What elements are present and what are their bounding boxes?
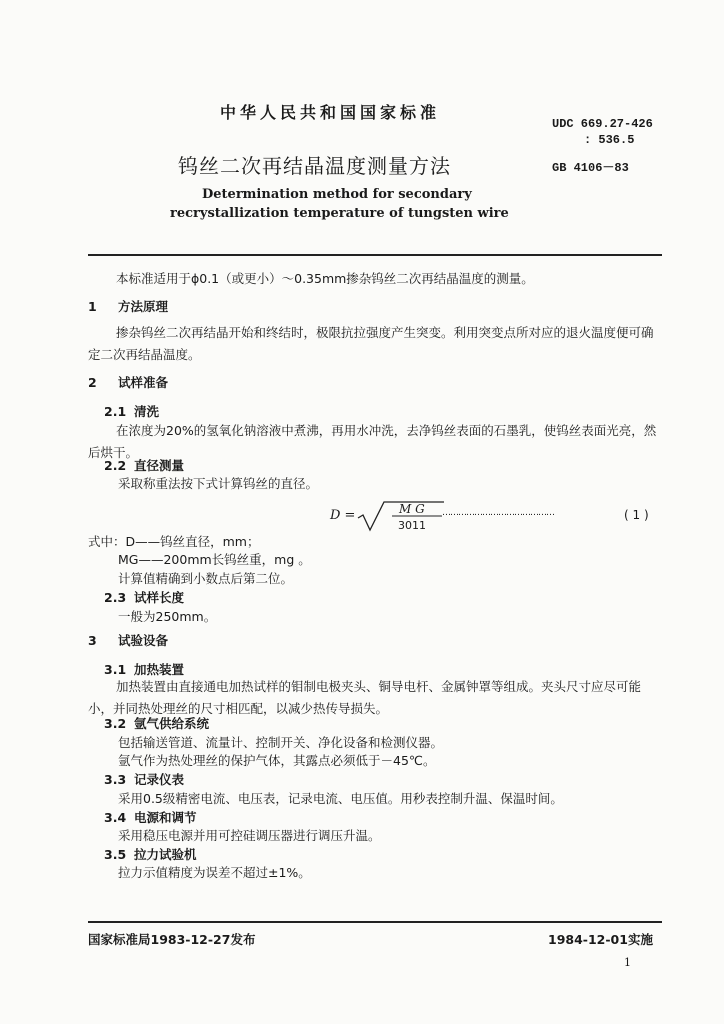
subsection-3-3-text: 采用0.5级精密电流、电压表，记录电流、电压值。用秒表控制升温、保温时间。 — [118, 791, 563, 806]
subsection-number: 3.3 — [104, 772, 127, 787]
subsection-title: 记录仪表 — [134, 772, 185, 787]
subsection-3-5-text: 拉力示值精度为误差不超过±1%。 — [118, 865, 311, 880]
section-number: 3 — [88, 633, 97, 648]
formula-denominator: 3011 — [398, 519, 426, 532]
subsection-number: 3.5 — [104, 847, 127, 862]
subsection-number: 3.4 — [104, 810, 127, 825]
subsection-2-1-text: 在浓度为20%的氢氧化钠溶液中煮沸，再用水冲洗，去净钨丝表面的石墨乳，使钨丝表面光亮，然后烘干。 — [88, 423, 657, 460]
scope-paragraph: 本标准适用于ϕ0.1（或更小）～0.35mm掺杂钨丝二次再结晶温度的测量。 — [116, 271, 534, 286]
subsection-3-2-text-2: 氩气作为热处理丝的保护气体，其露点必须低于－45℃。 — [118, 753, 436, 768]
formula-lhs: D = — [330, 508, 356, 523]
section-1-text: 掺杂钨丝二次再结晶开始和终结时，极限抗拉强度产生突变。利用突变点所对应的退火温度便可确定二次再结晶温度。 — [88, 325, 654, 362]
where-line-1: 式中：D——钨丝直径，mm； — [88, 534, 260, 549]
subsection-number: 3.2 — [104, 716, 127, 731]
section-number: 2 — [88, 375, 97, 390]
standard-title: 中华人民共和国国家标准 — [220, 103, 441, 122]
header-rule — [88, 254, 662, 256]
section-title: 试验设备 — [118, 633, 169, 648]
formula-numerator: M G — [399, 502, 425, 516]
where-line-3: 计算值精确到小数点后第二位。 — [118, 571, 294, 586]
gb-number: GB 4106－83 — [552, 161, 629, 175]
subsection-3-2-text-1: 包括输送管道、流量计、控制开关、净化设备和检测仪器。 — [118, 735, 444, 750]
subsection-title: 试样长度 — [134, 590, 185, 605]
subsection-number: 2.3 — [104, 590, 127, 605]
udc-code-continued: : 536.5 — [584, 133, 635, 147]
subsection-title: 拉力试验机 — [134, 847, 197, 862]
subsection-2-3-heading — [104, 588, 184, 606]
document-title: 钨丝二次再结晶温度测量方法 — [178, 154, 451, 178]
section-title: 试样准备 — [118, 375, 169, 390]
subsection-title: 氩气供给系统 — [134, 716, 210, 731]
subsection-title: 电源和调节 — [134, 810, 197, 825]
subsection-3-3-heading — [104, 770, 184, 788]
where-line-2: MG——200mm长钨丝重，mg 。 — [118, 552, 311, 567]
subsection-2-2-heading — [104, 456, 184, 474]
section-2-heading — [88, 372, 662, 394]
subsection-title: 清洗 — [134, 404, 160, 419]
issue-date: 国家标准局1983-12-27发布 — [88, 932, 256, 947]
subsection-2-1-heading — [104, 402, 159, 420]
subsection-3-5-heading — [104, 845, 197, 863]
subsection-title: 加热装置 — [134, 662, 185, 677]
formula-leader-dots: …………………………………… — [442, 508, 554, 518]
page-number: 1 — [624, 956, 631, 969]
subsection-3-4-heading — [104, 808, 197, 826]
subsection-number: 3.1 — [104, 662, 127, 677]
subsection-title: 直径测量 — [134, 458, 185, 473]
subsection-number: 2.2 — [104, 458, 127, 473]
subsection-3-4-text: 采用稳压电源并用可控硅调压器进行调压升温。 — [118, 828, 381, 843]
section-number: 1 — [88, 299, 97, 314]
section-title: 方法原理 — [118, 299, 169, 314]
formula-number: ( 1 ) — [624, 508, 649, 522]
english-title-line-2: recrystallization temperature of tungsten wire — [170, 206, 509, 221]
subsection-3-1-text: 加热装置由直接通电加热试样的钼制电极夹头、铜导电杆、金属钟罩等组成。夹头尺寸应尽可能小，并同热处理丝的尺寸相匹配，以减少热传导损失。 — [88, 679, 642, 716]
footer-rule — [88, 921, 662, 923]
subsection-2-2-text: 采取称重法按下式计算钨丝的直径。 — [118, 476, 319, 491]
effective-date: 1984-12-01实施 — [548, 932, 653, 947]
subsection-2-3-text: 一般为250mm。 — [118, 609, 217, 624]
udc-code: UDC 669.27-426 — [552, 117, 653, 131]
subsection-number: 2.1 — [104, 404, 127, 419]
section-1-heading — [88, 296, 662, 318]
section-3-heading — [88, 630, 662, 652]
english-title-line-1: Determination method for secondary — [202, 187, 472, 202]
subsection-3-2-heading — [104, 714, 209, 732]
